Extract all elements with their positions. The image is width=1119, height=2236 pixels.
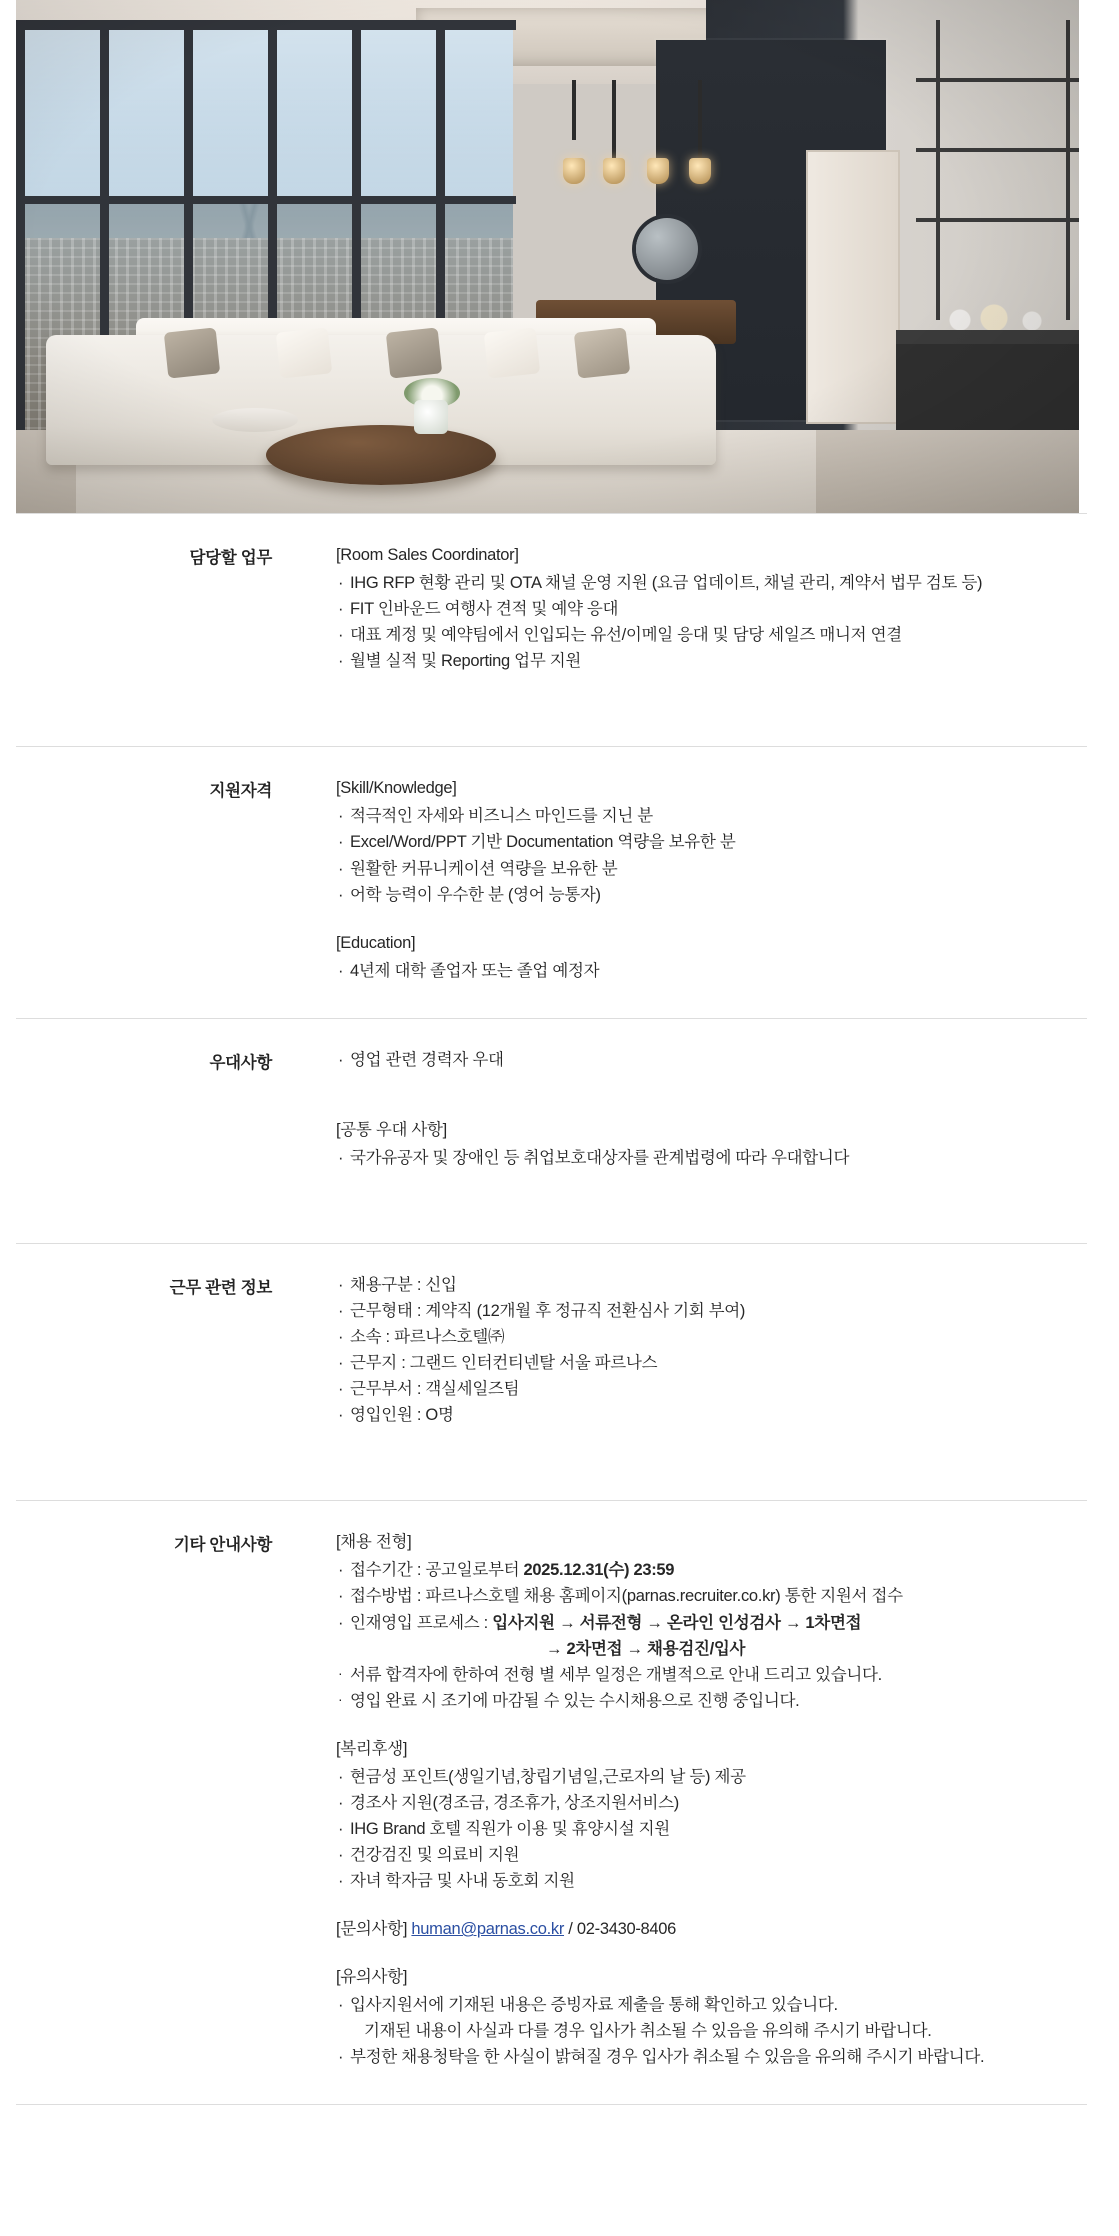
list-item: · 현금성 포인트(생일기념,창립기념일,근로자의 날 등) 제공 (336, 1764, 1077, 1790)
duty-list (336, 570, 1077, 674)
spacer (336, 1942, 1077, 1964)
section-preferences (16, 1018, 1087, 1243)
list-item: · 국가유공자 및 장애인 등 취업보호대상자를 관계법령에 따라 우대합니다 (336, 1145, 1077, 1171)
list-item: · IHG Brand 호텔 직원가 이용 및 휴양시설 지원 (336, 1816, 1077, 1842)
list-item: · 영입 완료 시 조기에 마감될 수 있는 수시채용으로 진행 중입니다. (336, 1688, 1077, 1714)
work-info-list (336, 1272, 1077, 1428)
list-item: · IHG RFP 현황 관리 및 OTA 채널 운영 지원 (요금 업데이트, 채널 관리, 계약서 법무 검토 등) (336, 570, 1077, 596)
process-label: 인재영입 프로세스 : (350, 1613, 493, 1632)
period-label: 접수기간 : (350, 1561, 426, 1580)
preference-list (336, 1047, 1077, 1073)
section-other-info (16, 1500, 1087, 2105)
spacer (336, 1171, 1077, 1209)
spacer (336, 1095, 1077, 1117)
period-value: 2025.12.31(수) 23:59 (523, 1561, 675, 1580)
list-item: · 영입인원 : O명 (336, 1402, 1077, 1428)
section-body (296, 1019, 1087, 1243)
list-item (336, 1610, 1077, 1662)
caution-sub: 기재된 내용이 사실과 다를 경우 입사가 취소될 수 있음을 유의해 주시기 바랍니다. (364, 2022, 932, 2041)
image-vignette (16, 0, 1087, 513)
spacer (336, 1073, 1077, 1095)
caution-main: 입사지원서에 기재된 내용은 증빙자료 제출을 통해 확인하고 있습니다. (350, 1996, 838, 2015)
block-title: [공통 우대 사항] (336, 1120, 447, 1139)
section-label: 우대사항 (209, 1053, 272, 1072)
list-item: · 영업 관련 경력자 우대 (336, 1047, 1077, 1073)
benefits-list (336, 1764, 1077, 1894)
list-item: · 자녀 학자금 및 사내 동호회 지원 (336, 1868, 1077, 1894)
section-work-info (16, 1243, 1087, 1500)
section-body (296, 514, 1087, 746)
list-item: · Excel/Word/PPT 기반 Documentation 역량을 보유한 분 (336, 829, 1077, 855)
block-title: [Education] (336, 933, 416, 952)
block-title: [채용 전형] (336, 1533, 412, 1552)
list-item: · 근무형태 : 계약직 (12개월 후 정규직 전환심사 기회 부여) (336, 1298, 1077, 1324)
job-detail-table (16, 513, 1087, 2105)
section-label: 지원자격 (209, 782, 272, 801)
hero-image (16, 0, 1087, 513)
list-item: · 월별 실적 및 Reporting 업무 지원 (336, 648, 1077, 674)
recruit-notes (336, 1662, 1077, 1714)
section-label: 기타 안내사항 (173, 1536, 272, 1555)
section-qualifications (16, 746, 1087, 1017)
list-item: · 어학 능력이 우수한 분 (영어 능통자) (336, 882, 1077, 908)
list-item: · 건강검진 및 의료비 지원 (336, 1842, 1077, 1868)
list-item (336, 1992, 1077, 2044)
block-title: [복리후생] (336, 1739, 408, 1758)
process-line-2: → 2차면접 → 채용검진/입사 (546, 1639, 746, 1658)
list-item: · 대표 계정 및 예약팀에서 인입되는 유선/이메일 응대 및 담당 세일즈 매니저 연결 (336, 622, 1077, 648)
process-line-1: 입사지원 → 서류전형 → 온라인 인성검사 → 1차면접 (492, 1613, 862, 1632)
list-item: · FIT 인바운드 여행사 견적 및 예약 응대 (336, 596, 1077, 622)
common-preference-list (336, 1145, 1077, 1171)
list-item: · 근무지 : 그랜드 인터컨티넨탈 서울 파르나스 (336, 1350, 1077, 1376)
block-title: [Skill/Knowledge] (336, 779, 457, 798)
contact-email-link[interactable]: human@parnas.co.kr (411, 1920, 565, 1939)
list-item: · 적극적인 자세와 비즈니스 마인드를 지닌 분 (336, 803, 1077, 829)
spacer (336, 674, 1077, 712)
list-item: · 소속 : 파르나스호텔㈜ (336, 1324, 1077, 1350)
section-duties (16, 513, 1087, 746)
recruit-process-list (336, 1557, 1077, 1661)
image-right-edge (1079, 0, 1087, 513)
section-label: 근무 관련 정보 (169, 1278, 272, 1297)
education-list (336, 958, 1077, 984)
contact-line (336, 1916, 1077, 1942)
block-title: [유의사항] (336, 1968, 408, 1987)
list-item: · 4년제 대학 졸업자 또는 졸업 예정자 (336, 958, 1077, 984)
list-item: · 경조사 지원(경조금, 경조휴가, 상조지원서비스) (336, 1790, 1077, 1816)
section-body (296, 1501, 1087, 2104)
spacer (336, 1894, 1077, 1916)
list-item: · 접수방법 : 파르나스호텔 채용 홈페이지(parnas.recruiter.co.kr) 통한 지원서 접수 (336, 1583, 1077, 1609)
spacer (336, 908, 1077, 930)
list-item: · 근무부서 : 객실세일즈팀 (336, 1376, 1077, 1402)
skill-list (336, 803, 1077, 907)
period-prefix: 공고일로부터 (425, 1561, 524, 1580)
contact-label: [문의사항] (336, 1920, 412, 1939)
section-label: 담당할 업무 (189, 549, 272, 567)
spacer (336, 1428, 1077, 1466)
list-item: · 원활한 커뮤니케이션 역량을 보유한 분 (336, 856, 1077, 882)
list-item: · 서류 합격자에 한하여 전형 별 세부 일정은 개별적으로 안내 드리고 있습니다. (336, 1662, 1077, 1688)
spacer (336, 1714, 1077, 1736)
caution-list (336, 1992, 1077, 2070)
section-body (296, 747, 1087, 1017)
list-item: · 채용구분 : 신입 (336, 1272, 1077, 1298)
section-body (296, 1244, 1087, 1500)
list-item: · 부정한 채용청탁을 한 사실이 밝혀질 경우 입사가 취소될 수 있음을 유의해 주시기 바랍니다. (336, 2044, 1077, 2070)
contact-phone: / 02-3430-8406 (564, 1920, 677, 1939)
block-title: [Room Sales Coordinator] (336, 546, 519, 564)
list-item (336, 1557, 1077, 1583)
